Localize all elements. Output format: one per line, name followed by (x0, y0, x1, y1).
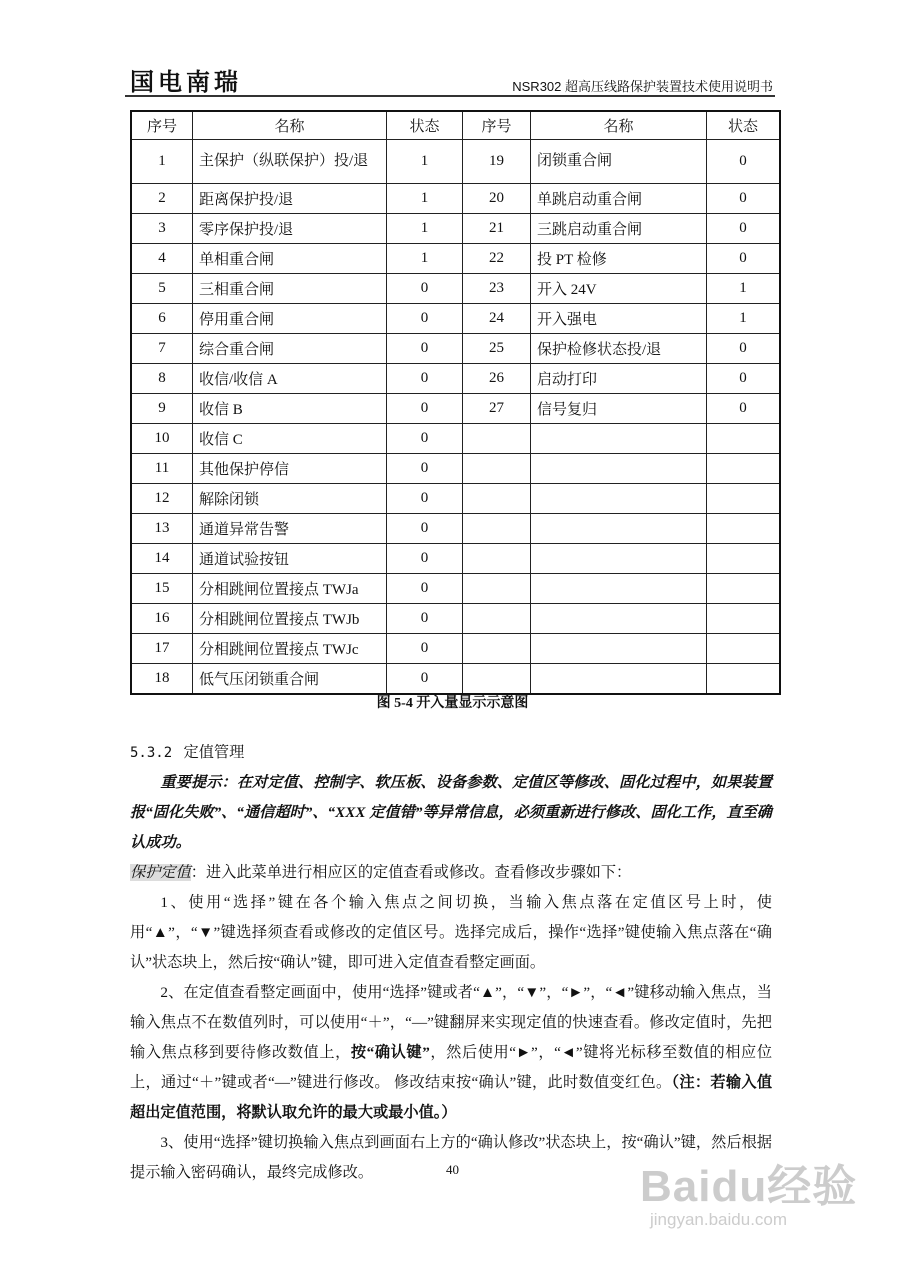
input-name: 闭锁重合闸 (531, 140, 707, 184)
input-name: 保护检修状态投/退 (531, 334, 707, 364)
input-state: 0 (707, 184, 781, 214)
empty-cell (531, 514, 707, 544)
watermark-brand: Baidu经验 (640, 1162, 858, 1211)
input-name: 分相跳闸位置接点 TWJa (193, 574, 387, 604)
row-number: 9 (131, 394, 193, 424)
input-state: 0 (707, 394, 781, 424)
row-number: 23 (463, 274, 531, 304)
baidu-watermark (640, 1150, 857, 1230)
empty-cell (707, 544, 781, 574)
row-number: 11 (131, 454, 193, 484)
empty-cell (463, 604, 531, 634)
empty-cell (463, 634, 531, 664)
input-state: 0 (387, 394, 463, 424)
row-number: 10 (131, 424, 193, 454)
row-number: 14 (131, 544, 193, 574)
row-number: 27 (463, 394, 531, 424)
input-name: 解除闭锁 (193, 484, 387, 514)
input-name: 投 PT 检修 (531, 244, 707, 274)
input-name: 单相重合闸 (193, 244, 387, 274)
empty-cell (707, 514, 781, 544)
input-name: 停用重合闸 (193, 304, 387, 334)
input-state: 0 (707, 214, 781, 244)
empty-cell (707, 634, 781, 664)
header-divider (125, 95, 775, 97)
row-number: 12 (131, 484, 193, 514)
table-row (131, 184, 780, 214)
input-state: 1 (387, 140, 463, 184)
table-row (131, 664, 780, 695)
col-header: 状态 (387, 111, 463, 140)
empty-cell (531, 454, 707, 484)
col-header: 序号 (463, 111, 531, 140)
col-header: 名称 (531, 111, 707, 140)
highlighted-term: 保护定值 (130, 864, 191, 881)
input-state: 1 (707, 304, 781, 334)
table-row (131, 364, 780, 394)
table-row (131, 140, 780, 184)
row-number: 16 (131, 604, 193, 634)
empty-cell (707, 484, 781, 514)
table-row (131, 244, 780, 274)
input-state: 0 (387, 364, 463, 394)
input-name: 收信 C (193, 424, 387, 454)
input-state: 0 (387, 544, 463, 574)
section-heading (130, 738, 772, 768)
input-name: 其他保护停信 (193, 454, 387, 484)
table-row (131, 604, 780, 634)
input-state: 0 (707, 364, 781, 394)
input-name: 单跳启动重合闸 (531, 184, 707, 214)
row-number: 2 (131, 184, 193, 214)
input-name: 收信/收信 A (193, 364, 387, 394)
row-number: 20 (463, 184, 531, 214)
input-state: 1 (387, 184, 463, 214)
important-note: 重要提示：在对定值、控制字、软压板、设备参数、定值区等修改、固化过程中，如果装置报“固化失败”、“通信超时”、“XXX 定值错”等异常信息，必须重新进行修改、固化工作，直至确认成功。 (130, 774, 772, 851)
empty-cell (531, 574, 707, 604)
table-row (131, 334, 780, 364)
input-state: 0 (387, 634, 463, 664)
input-name: 开入强电 (531, 304, 707, 334)
row-number: 26 (463, 364, 531, 394)
input-name: 分相跳闸位置接点 TWJb (193, 604, 387, 634)
input-state: 0 (707, 140, 781, 184)
input-name: 收信 B (193, 394, 387, 424)
row-number: 3 (131, 214, 193, 244)
table-row (131, 634, 780, 664)
step-2-bold: 按“确认键” (350, 1044, 430, 1061)
input-state: 0 (707, 244, 781, 274)
input-name: 综合重合闸 (193, 334, 387, 364)
empty-cell (531, 664, 707, 695)
input-state: 0 (387, 604, 463, 634)
input-name: 三相重合闸 (193, 274, 387, 304)
input-name: 开入 24V (531, 274, 707, 304)
section-number: 5.3.2 (130, 745, 173, 761)
input-name: 分相跳闸位置接点 TWJc (193, 634, 387, 664)
input-state: 0 (387, 274, 463, 304)
row-number: 21 (463, 214, 531, 244)
row-number: 22 (463, 244, 531, 274)
step-3: 3、使用“选择”键切换输入焦点到画面右上方的“确认修改”状态块上，按“确认”键，然后根据提示输入密码确认，最终完成修改。 (130, 1134, 772, 1181)
empty-cell (463, 664, 531, 695)
binary-input-table (130, 110, 781, 695)
empty-cell (707, 454, 781, 484)
row-number: 1 (131, 140, 193, 184)
empty-cell (707, 604, 781, 634)
step-2-note: （注：若输入值超出定值范围，将默认取允许的最大或最小值。） (130, 1074, 773, 1121)
empty-cell (531, 424, 707, 454)
col-header: 名称 (193, 111, 387, 140)
row-number: 17 (131, 634, 193, 664)
watermark-url: jingyan.baidu.com (650, 1210, 788, 1229)
row-number: 19 (463, 140, 531, 184)
empty-cell (463, 454, 531, 484)
input-name: 三跳启动重合闸 (531, 214, 707, 244)
empty-cell (531, 634, 707, 664)
table-header-row (131, 111, 780, 140)
step-2-text-cont: ，然后使用“►”，“◄”键将光标移至数值的相应位上，通过“＋”键或者“—”键进行修改。 修改结束按“确认”键，此时数值变红色。 (130, 1044, 773, 1091)
empty-cell (463, 484, 531, 514)
table-row (131, 424, 780, 454)
table-row (131, 274, 780, 304)
empty-cell (463, 544, 531, 574)
input-name: 信号复归 (531, 394, 707, 424)
input-name: 零序保护投/退 (193, 214, 387, 244)
table-row (131, 304, 780, 334)
empty-cell (463, 514, 531, 544)
input-state: 0 (387, 574, 463, 604)
input-name: 通道试验按钮 (193, 544, 387, 574)
input-state: 1 (387, 244, 463, 274)
row-number: 15 (131, 574, 193, 604)
input-state: 0 (387, 334, 463, 364)
row-number: 6 (131, 304, 193, 334)
empty-cell (463, 424, 531, 454)
table-row (131, 514, 780, 544)
table-row (131, 454, 780, 484)
input-state: 0 (387, 484, 463, 514)
input-state: 1 (707, 274, 781, 304)
input-name: 通道异常告警 (193, 514, 387, 544)
row-number: 25 (463, 334, 531, 364)
row-number: 7 (131, 334, 193, 364)
table-row (131, 544, 780, 574)
intro-text: ：进入此菜单进行相应区的定值查看或修改。查看修改步骤如下： (190, 864, 632, 881)
section-title: 定值管理 (183, 744, 245, 761)
row-number: 8 (131, 364, 193, 394)
input-name: 低气压闭锁重合闸 (193, 664, 387, 695)
step-2-text: 2、在定值查看整定画面中，使用“选择”键或者“▲”，“▼”，“►”，“◄”键移动输入焦点，当输入焦点不在数值列时，可以使用“＋”，“—”键翻屏来实现定值的快速查看。修改定值时，先把输入焦点移到要待修改数值上， (130, 984, 772, 1061)
document-title: NSR302 超高压线路保护装置技术使用说明书 (512, 79, 773, 94)
company-logo: 国电南瑞 (130, 67, 242, 96)
row-number: 4 (131, 244, 193, 274)
input-state: 1 (387, 214, 463, 244)
input-name: 距离保护投/退 (193, 184, 387, 214)
input-state: 0 (387, 454, 463, 484)
row-number: 13 (131, 514, 193, 544)
input-state: 0 (387, 304, 463, 334)
table-row (131, 574, 780, 604)
empty-cell (531, 484, 707, 514)
empty-cell (707, 574, 781, 604)
figure-caption: 图 5-4 开入量显示示意图 (376, 696, 529, 711)
row-number: 18 (131, 664, 193, 695)
input-state: 0 (387, 664, 463, 695)
table-row (131, 214, 780, 244)
table-row (131, 394, 780, 424)
page-number: 40 (446, 1162, 459, 1177)
col-header: 状态 (707, 111, 781, 140)
empty-cell (707, 424, 781, 454)
input-name: 主保护（纵联保护）投/退 (193, 140, 387, 184)
body-text (130, 738, 772, 1188)
input-state: 0 (387, 424, 463, 454)
step-2 (130, 978, 772, 1128)
row-number: 5 (131, 274, 193, 304)
input-state: 0 (387, 514, 463, 544)
intro-paragraph (130, 858, 772, 888)
empty-cell (707, 664, 781, 695)
input-state: 0 (707, 334, 781, 364)
step-1: 1、使用“选择”键在各个输入焦点之间切换，当输入焦点落在定值区号上时，使用“▲”，“▼”键选择须查看或修改的定值区号。选择完成后，操作“选择”键使输入焦点落在“确认”状态块上，然后按“确认”键，即可进入定值查看整定画面。 (130, 894, 772, 971)
empty-cell (463, 574, 531, 604)
input-name: 启动打印 (531, 364, 707, 394)
row-number: 24 (463, 304, 531, 334)
col-header: 序号 (131, 111, 193, 140)
empty-cell (531, 544, 707, 574)
table-row (131, 484, 780, 514)
empty-cell (531, 604, 707, 634)
